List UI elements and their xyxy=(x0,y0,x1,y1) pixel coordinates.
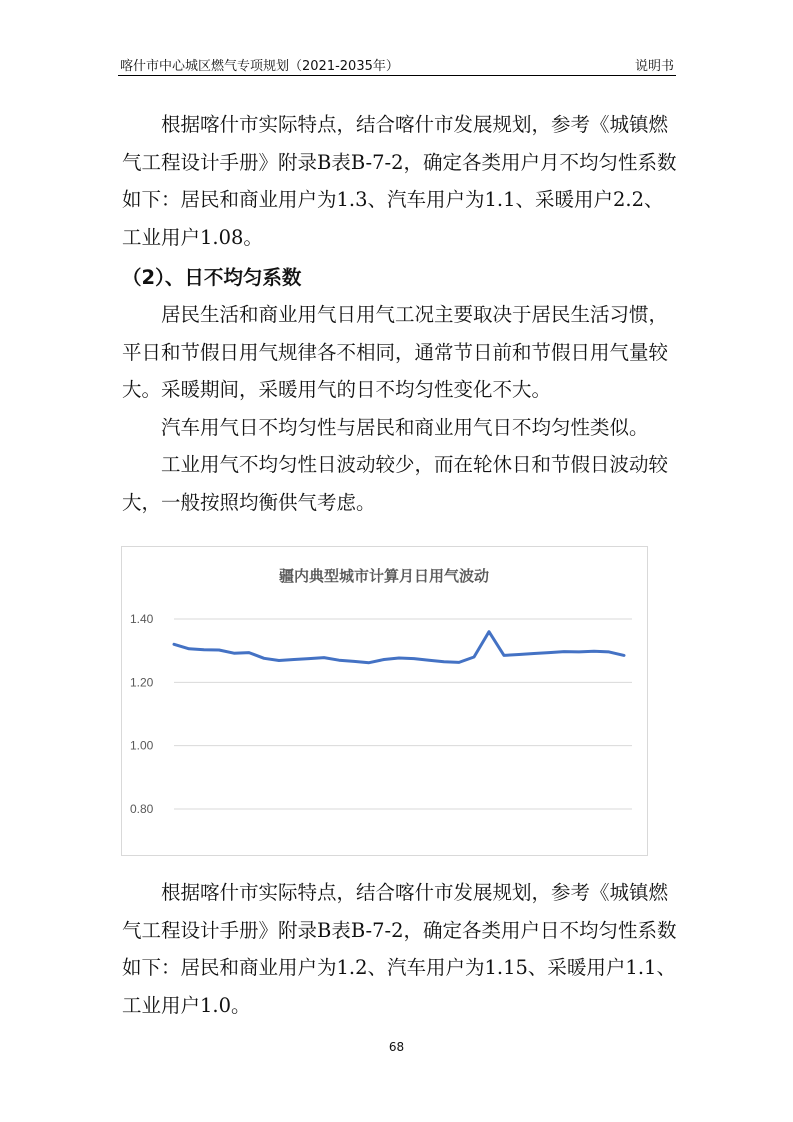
y-tick-label: 1.00 xyxy=(130,738,154,753)
daily-gas-chart xyxy=(121,546,648,856)
y-tick-label: 1.20 xyxy=(130,675,154,690)
section-heading-daily: （2）、日不均匀系数 xyxy=(122,266,302,289)
paragraph-monthly-coefficients: 根据喀什市实际特点，结合喀什市发展规划，参考《城镇燃气工程设计手册》附录B表B-7-2，确定各类用户月不均匀性系数如下：居民和商业用户为1.3、汽车用户为1.1、采暖用户2.2、工业用户1.08。 xyxy=(122,113,677,249)
series-line xyxy=(174,632,624,663)
page-number: 68 xyxy=(388,1040,405,1054)
paragraph-residential-daily: 居民生活和商业用气日用气工况主要取决于居民生活习惯，平日和节假日用气规律各不相同，通常节日前和节假日用气量较大。 xyxy=(122,303,669,401)
paragraph-industrial-daily: 工业用气不均匀性日波动较少，而在轮休日和节假日波动较大，一般按照均衡供气考虑。 xyxy=(122,453,669,514)
y-tick-label: 0.80 xyxy=(130,802,154,816)
chart-svg xyxy=(122,547,647,855)
header-section: 说明书 xyxy=(634,59,674,74)
paragraph-daily-coefficients: 根据喀什市实际特点，结合喀什市发展规划，参考《城镇燃气工程设计手册》附录B表B-7-2，确定各类用户日不均匀性系数如下：居民和商业用户为1.2、汽车用户为1.15、采暖用户1.1、工业用户1.0。 xyxy=(122,881,677,1017)
y-tick-label: 1.40 xyxy=(130,612,154,626)
paragraph-vehicle-daily: 汽车用气日不均匀性与居民和商业用气日不均匀性类似。 xyxy=(161,416,649,439)
paragraph-heating-daily: 采暖期间，采暖用气的日不均匀性变化不大。 xyxy=(161,378,552,401)
chart-title: 疆内典型城市计算月日用气波动 xyxy=(278,568,490,585)
header-divider xyxy=(118,75,676,76)
header-title: 喀什市中心城区燃气专项规划（2021-2035年） xyxy=(120,59,399,74)
